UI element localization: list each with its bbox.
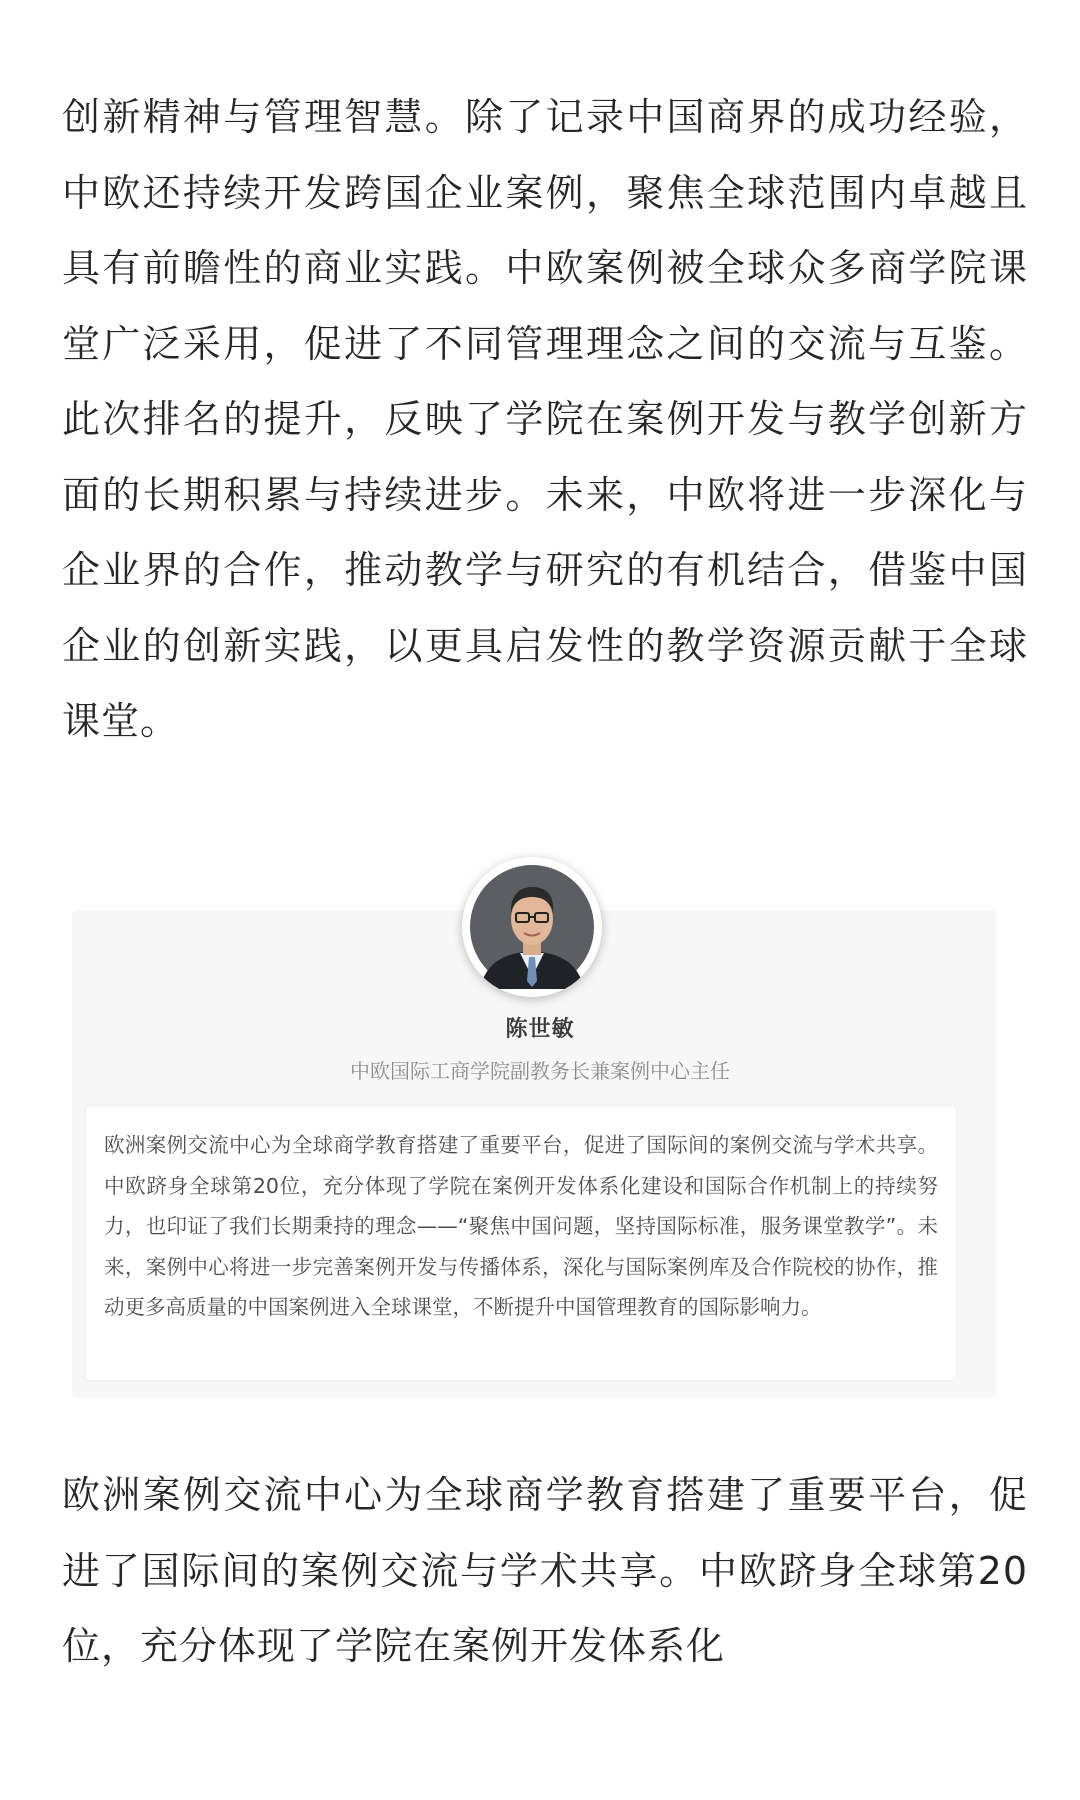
article-paragraph-bottom: 欧洲案例交流中心为全球商学教育搭建了重要平台，促进了国际间的案例交流与学术共享。中欧跻身全球第20位，充分体现了学院在案例开发体系化 — [62, 1473, 1028, 1668]
person-name: 陈世敏 — [505, 1017, 575, 1042]
article-paragraph-top: 创新精神与管理智慧。除了记录中国商界的成功经验，中欧还持续开发跨国企业案例，聚焦全球范围内卓越且具有前瞻性的商业实践。中欧案例被全球众多商学院课堂广泛采用，促进了不同管理理念之间的交流与互鉴。此次排名的提升，反映了学院在案例开发与教学创新方面的长期积累与持续进步。未来，中欧将进一步深化与企业界的合作，推动教学与研究的有机结合，借鉴中国企业的创新实践，以更具启发性的教学资源贡献于全球课堂。 — [62, 95, 1028, 743]
portrait-photo-icon — [462, 857, 602, 997]
quote-text: 欧洲案例交流中心为全球商学教育搭建了重要平台，促进了国际间的案例交流与学术共享。中欧跻身全球第20位，充分体现了学院在案例开发体系化建设和国际合作机制上的持续努力，也印证了我们长期秉持的理念——“聚焦中国问题，坚持国际标准，服务课堂教学”。未来，案例中心将进一步完善案例开发与传播体系，深化与国际案例库及合作院校的协作，推动更多高质量的中国案例进入全球课堂，不断提升中国管理教育的国际影响力。 — [104, 1133, 938, 1319]
quote-box — [86, 1107, 956, 1380]
person-title: 中欧国际工商学院副教务长兼案例中心主任 — [350, 1059, 730, 1083]
avatar — [462, 857, 602, 997]
